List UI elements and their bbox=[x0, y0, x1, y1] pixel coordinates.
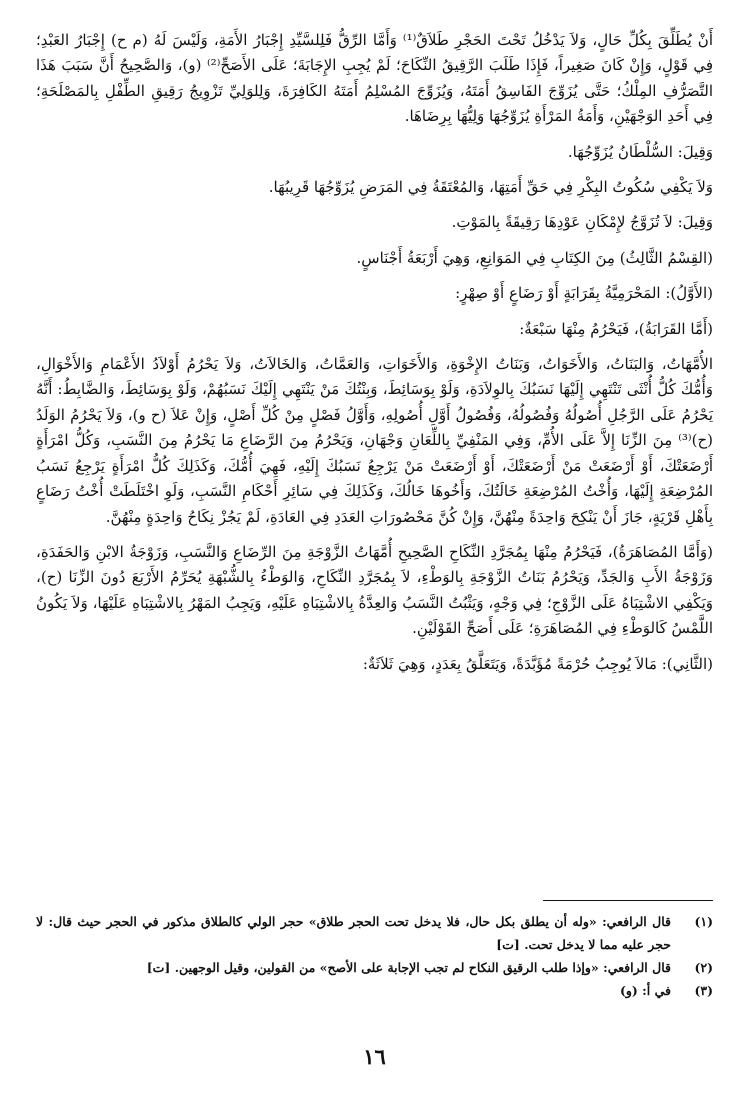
footnote-3 bbox=[36, 979, 713, 1002]
paragraph-freed-in-illness: وَقِيلَ: لاَ تُزَوَّجُ لإِمْكَانِ عَوْدِهَا رَقِيقَةً بِالمَوْتِ. bbox=[451, 213, 713, 232]
subheading-second-category: (الثَّانِي): مَالاَ يُوجِبُ حُرْمَةً مُؤَبَّدَةً، وَيَتَعَلَّقُ بِعَدَدٍ، وَهِيَ ثَلاَثَةٌ: bbox=[362, 654, 713, 673]
subheading-first-mahramiyya: (الأَوَّلُ): المَحْرَمِيَّةُ بِقَرَابَةٍ أَوْ رَضَاعٍ أَوْ صِهْرٍ: bbox=[455, 284, 713, 303]
footnote-text: قال الرافعي: «وله أن يطلق بكل حال، فلا يدخل تحت الحجر طلاق» حجر الولي كالطلاق مذكور في الحجر حيث قال: لا حجر عليه مما لا يدخل تحت. [ت] bbox=[36, 914, 671, 952]
subheading-kinship: (أَمَّا القَرَابَةُ)، فَيَحْرُمُ مِنْهَا سَبْعَةٌ: bbox=[519, 319, 713, 338]
footnote-number: (٣) bbox=[694, 983, 713, 998]
paragraph-sultan-marries: وَقِيلَ: السُّلْطَانُ يُزَوِّجُهَا. bbox=[567, 142, 713, 161]
footnote-number: (٢) bbox=[694, 960, 713, 975]
paragraph-affinity: (وَأَمَّا المُصَاهَرَةُ)، فَيَحْرُمُ مِنْهَا بِمُجَرَّدِ النِّكَاحِ الصَّحِيحِ أُمَّهَاتُ الزَّوْجَةِ مِنَ الرِّضَاعِ وَالنَّسَبِ، وَزَوْجَةُ الابْنِ وَالحَفَدَةِ، وَزَوْجَةُ الأَبِ وَالجَدِّ، وَيَحْرُمُ بَنَاتُ الزَّوْجَةِ بِالوَطْءِ، لاَ بِمُجَرَّدِ النِّكَاحِ، وَالوَطْءُ بِالشُّبْهَةِ يُحَرِّمُ الأَرْبَعَ دُونَ الزِّنَا (ح)، وَيَكْفِي الاشْتِبَاهُ عَلَى الزَّوْجِ؛ فِي وَجْهٍ، وَيَثْبُتُ النَّسَبُ وَالعِدَّةُ بِالاشْتِبَاهِ عَلَيْهِ، وَيَجِبُ المَهْرُ بِالاشْتِبَاهِ عَلَيْهَا، وَلاَ يَكُونُ اللَّمْسُ كَالوَطْءِ فِي المُصَاهَرَةِ؛ عَلَى أَصَحِّ القَوْلَيْنِ. bbox=[36, 542, 713, 638]
page-number: ١٦ bbox=[363, 1044, 386, 1069]
paragraph-rule-marriage-of-slaves: أَنْ يُطَلِّقَ بِكُلِّ حَالٍ، وَلاَ يَدْخُلُ تَحْتَ الحَجْرِ طَلاَقٌ⁽¹⁾ وَأَمَّا الرِّقُّ فَلِلسَّيِّدِ إِجْبَارُ الأَمَةِ، وَلَيْسَ لَهُ (م ح) إِجْبَارُ العَبْدِ؛ فِي قَوْلٍ، وَإِنْ كَانَ صَغِيراً، فَإِذَا طَلَبَ الرَّقِيقُ النِّكَاحَ؛ لَمْ يُجِبِ الإِجَابَةَ؛ عَلَى الأَصَحِّ⁽²⁾ (و)، وَالصَّحِيحُ أَنَّ سَبَبَ هَذَا التَّصَرُّفِ المِلْكُ؛ حَتَّى يُزَوِّجَ الفَاسِقُ أَمَتَهُ، وَيُزَوِّجَ المُسْلِمُ أَمَتَهُ الكَافِرَةَ، وَلِلوَلِيِّ تَزْوِيجُ رَقِيقِ الطِّفْلِ بِالمَصْلَحَةِ؛ فِي أَحَدِ الوَجْهَيْنِ، وَأَمَةُ المَرْأَةِ يُزَوِّجُهَا وَلِيُّهَا بِرِضَاهَا. bbox=[36, 31, 714, 126]
footnote-separator bbox=[543, 900, 713, 901]
footnote-text: في أ: (و) bbox=[619, 983, 671, 998]
footnote-1 bbox=[36, 910, 713, 956]
section-heading-impediments: (القِسْمُ الثَّالِثُ) مِنَ الكِتَابِ فِي المَوَانِعِ، وَهِيَ أَرْبَعَةُ أَجْنَاسٍ. bbox=[356, 248, 713, 267]
footnotes bbox=[36, 910, 713, 1002]
paragraph-virgin-silence: وَلاَ يَكْفِي سُكُوتُ البِكْرِ فِي حَقِّ أَمَتِهَا، وَالمُعْتَقَةُ فِي المَرَضِ يُزَوِّجُهَا قَرِيبُهَا. bbox=[268, 178, 713, 197]
footnote-text: قال الرافعي: «وإذا طلب الرقيق النكاح لم تجب الإجابة على الأصح» من القولين، وقيل الوجهين. [ت] bbox=[146, 960, 671, 975]
paragraph-seven-prohibited: الأُمَّهَاتُ، وَالبَنَاتُ، وَالأَخَوَاتُ، وَبَنَاتُ الإِخْوَةِ، وَالأَخَوَاتِ، وَالعَمَّاتُ، وَالخَالاَتُ، وَلاَ يَحْرُمُ أَوْلاَدُ الأَعْمَامِ وَالأَخْوَالِ، وَأُمُّكَ كُلُّ أُنْثَى تَنْتَهِي إِلَيْهَا نَسَبُكَ بِالوِلاَدَةِ، وَلَوْ بِوَسَائِطَ، وَبِنْتُكَ مَنْ يَنْتَهِي إِلَيْكَ نَسَبُهُمْ، وَلَوْ بِوَسَائِطَ، وَالضَّابِطُ: أَنَّهُ يَحْرُمُ عَلَى الرَّجُلِ أُصُولُهُ وَفُصُولُهُ، وَفُصُولُ أَوَّلِ أُصُولِهِ، وَأَوَّلُ فَصْلٍ مِنْ كُلِّ أَصْلٍ، وَإِنْ عَلاَ (ح و)، وَلاَ يَحْرُمُ الوَلَدُ (ح)⁽³⁾ مِنَ الزِّنَا إِلاَّ عَلَى الأُمِّ، وَفِي المَنْفِيِّ بِاللِّعَانِ وَجْهَانِ، وَيَحْرُمُ مِنَ الرَّضَاعِ مَا يَحْرُمُ مِنَ النَّسَبِ، وَكُلُّ امْرَأَةٍ أَرْضَعَتْكَ، أَوْ أَرْضَعَتْ مَنْ أَرْضَعَتْكَ، أَوْ أَرْضَعَتْ مَنْ يَرْجِعُ نَسَبُكَ إِلَيْهِ، فَهِيَ أُمُّكَ، وَكَذَلِكَ كُلُّ امْرَأَةٍ يَرْجِعُ نَسَبُ المُرْضِعَةِ إِلَيْهَا، وَأُخْتُ المُرْضِعَةِ خَالَتُكَ، وَأَخُوهَا خَالُكَ، وَكَذَلِكَ فِي سَائِرِ أَحْكَامِ النَّسَبِ، وَلَوِ اخْتَلَطَتْ أُخْتُ رَضَاعٍ بِأَهْلِ قَرْيَةٍ، جَازَ أَنْ يَنْكِحَ وَاحِدَةً مِنْهُنَّ، وَإِنْ كُنَّ مَحْصُورَاتِ العَدَدِ فِي العَادَةِ، لَمْ يَجُزْ نِكَاحُ وَاحِدَةٍ مِنْهُنَّ. bbox=[36, 355, 713, 526]
footnote-2 bbox=[36, 956, 713, 979]
footnote-number: (١) bbox=[694, 914, 713, 929]
main-text bbox=[36, 28, 713, 677]
